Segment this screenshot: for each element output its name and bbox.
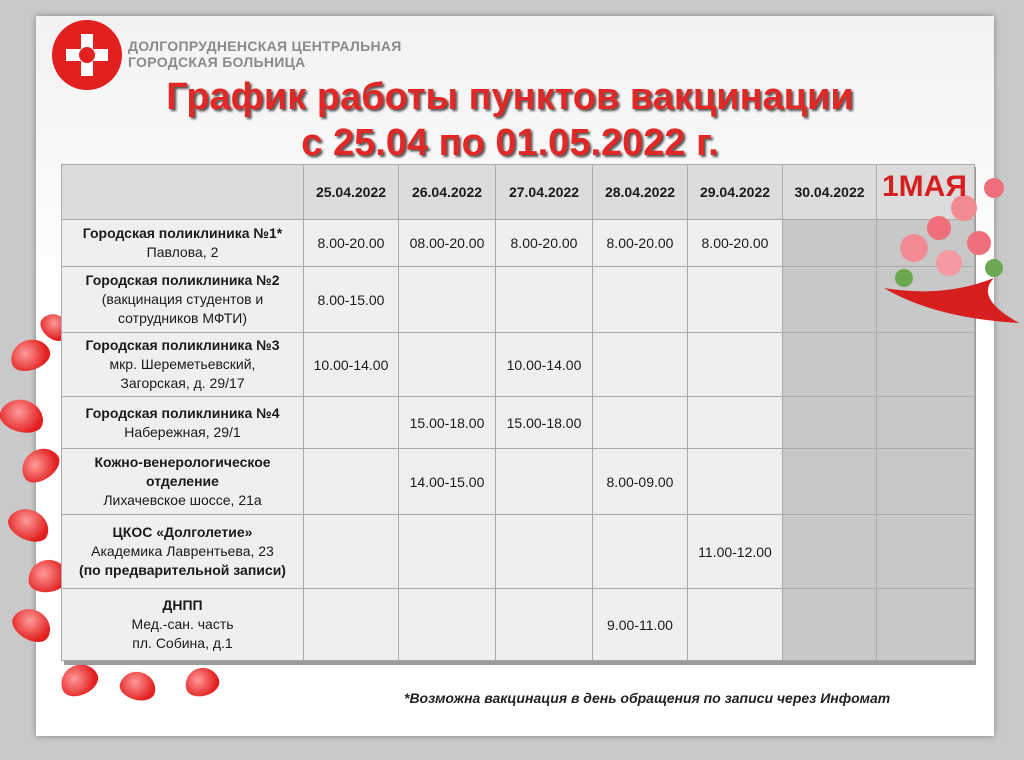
- time-cell: [496, 589, 593, 661]
- clinic-address: сотрудников МФТИ): [118, 310, 247, 326]
- clinic-address: (вакцинация студентов и: [101, 291, 264, 307]
- footnote: *Возможна вакцинация в день обращения по записи через Инфомат: [404, 690, 891, 706]
- time-cell: [877, 515, 975, 589]
- clinic-name: Городская поликлиника №3: [85, 337, 280, 353]
- time-cell: [593, 397, 688, 449]
- time-cell: 8.00-20.00: [496, 220, 593, 267]
- date-header: 29.04.2022: [688, 165, 783, 220]
- time-cell: [783, 220, 877, 267]
- clinic-name: Городская поликлиника №4: [85, 404, 280, 421]
- time-cell: [783, 333, 877, 397]
- clinic-note: (по предварительной записи): [79, 562, 286, 578]
- time-cell: 15.00-18.00: [399, 397, 496, 449]
- table-row: [62, 397, 975, 449]
- clinic-name: Городская поликлиника №1*: [82, 225, 283, 241]
- time-cell: [877, 589, 975, 661]
- time-cell: [304, 515, 399, 589]
- time-cell: 8.00-15.00: [304, 267, 399, 333]
- time-cell: [496, 267, 593, 333]
- time-cell: [688, 589, 783, 661]
- time-cell: 8.00-20.00: [593, 220, 688, 267]
- time-cell: [783, 589, 877, 661]
- header-row: [62, 165, 975, 220]
- time-cell: [783, 449, 877, 515]
- clinic-address: мкр. Шереметьевский,: [109, 356, 256, 372]
- time-cell: [496, 515, 593, 589]
- time-cell: 14.00-15.00: [399, 449, 496, 515]
- time-cell: [688, 449, 783, 515]
- clinic-name: ЦКОС «Долголетие»: [112, 524, 253, 540]
- time-cell: [304, 397, 399, 449]
- clinic-address: Загорская, д. 29/17: [120, 375, 245, 391]
- clinic-name: Городская поликлиника №2: [85, 272, 280, 288]
- clinic-address: пл. Собина, д.1: [132, 635, 233, 651]
- table-row: [62, 515, 975, 589]
- may-day-label: 1МАЯ: [882, 170, 967, 203]
- clinic-address: Академика Лаврентьева, 23: [91, 543, 274, 559]
- schedule-table: [61, 164, 975, 661]
- clinic-name: ДНПП: [162, 597, 203, 613]
- time-cell: 8.00-09.00: [593, 449, 688, 515]
- table-row: [62, 449, 975, 515]
- clinic-cell: [62, 449, 304, 515]
- clinic-cell: [62, 333, 304, 397]
- time-cell: [304, 589, 399, 661]
- page-title: График работы пунктов вакцинации: [166, 76, 854, 118]
- time-cell: 08.00-20.00: [399, 220, 496, 267]
- time-cell: [688, 267, 783, 333]
- clinic-cell: [62, 589, 304, 661]
- time-cell: [783, 397, 877, 449]
- time-cell: [783, 515, 877, 589]
- time-cell: 10.00-14.00: [496, 333, 593, 397]
- time-cell: 15.00-18.00: [496, 397, 593, 449]
- clinic-cell: [62, 220, 304, 267]
- time-cell: [877, 333, 975, 397]
- time-cell: [783, 267, 877, 333]
- time-cell: [399, 589, 496, 661]
- time-cell: [877, 449, 975, 515]
- time-cell: [593, 267, 688, 333]
- table-row: [62, 267, 975, 333]
- may-day-decoration: [874, 148, 1024, 338]
- org-name-line2: ГОРОДСКАЯ БОЛЬНИЦА: [128, 54, 306, 70]
- time-cell: 8.00-20.00: [304, 220, 399, 267]
- time-cell: [496, 449, 593, 515]
- time-cell: [688, 397, 783, 449]
- clinic-address: Лихачевское шоссе, 21а: [103, 492, 262, 508]
- time-cell: [593, 333, 688, 397]
- time-cell: [877, 397, 975, 449]
- corner-cell: [62, 165, 304, 220]
- clinic-address: Мед.-сан. часть: [131, 616, 234, 632]
- time-cell: [399, 515, 496, 589]
- org-name-line1: ДОЛГОПРУДНЕНСКАЯ ЦЕНТРАЛЬНАЯ: [128, 38, 402, 54]
- time-cell: [593, 515, 688, 589]
- clinic-name: Кожно-венерологическое: [94, 454, 271, 470]
- date-header: 28.04.2022: [593, 165, 688, 220]
- date-header: 25.04.2022: [304, 165, 399, 220]
- org-name: [128, 38, 402, 70]
- time-cell: [399, 333, 496, 397]
- time-cell: [304, 449, 399, 515]
- time-cell: [399, 267, 496, 333]
- table-row: [62, 220, 975, 267]
- clinic-cell: [62, 267, 304, 333]
- page-subtitle: с 25.04 по 01.05.2022 г.: [301, 122, 719, 164]
- time-cell: 10.00-14.00: [304, 333, 399, 397]
- clinic-cell: [62, 397, 304, 449]
- date-header: 30.04.2022: [783, 165, 877, 220]
- time-cell: [688, 333, 783, 397]
- clinic-address: Набережная, 29/1: [124, 423, 241, 440]
- date-header: 26.04.2022: [399, 165, 496, 220]
- time-cell: 11.00-12.00: [688, 515, 783, 589]
- date-header: 27.04.2022: [496, 165, 593, 220]
- table-row: [62, 589, 975, 661]
- time-cell: 9.00-11.00: [593, 589, 688, 661]
- table-row: [62, 333, 975, 397]
- clinic-address: Павлова, 2: [146, 244, 219, 260]
- clinic-cell: [62, 515, 304, 589]
- time-cell: 8.00-20.00: [688, 220, 783, 267]
- clinic-name-line2: отделение: [146, 473, 219, 489]
